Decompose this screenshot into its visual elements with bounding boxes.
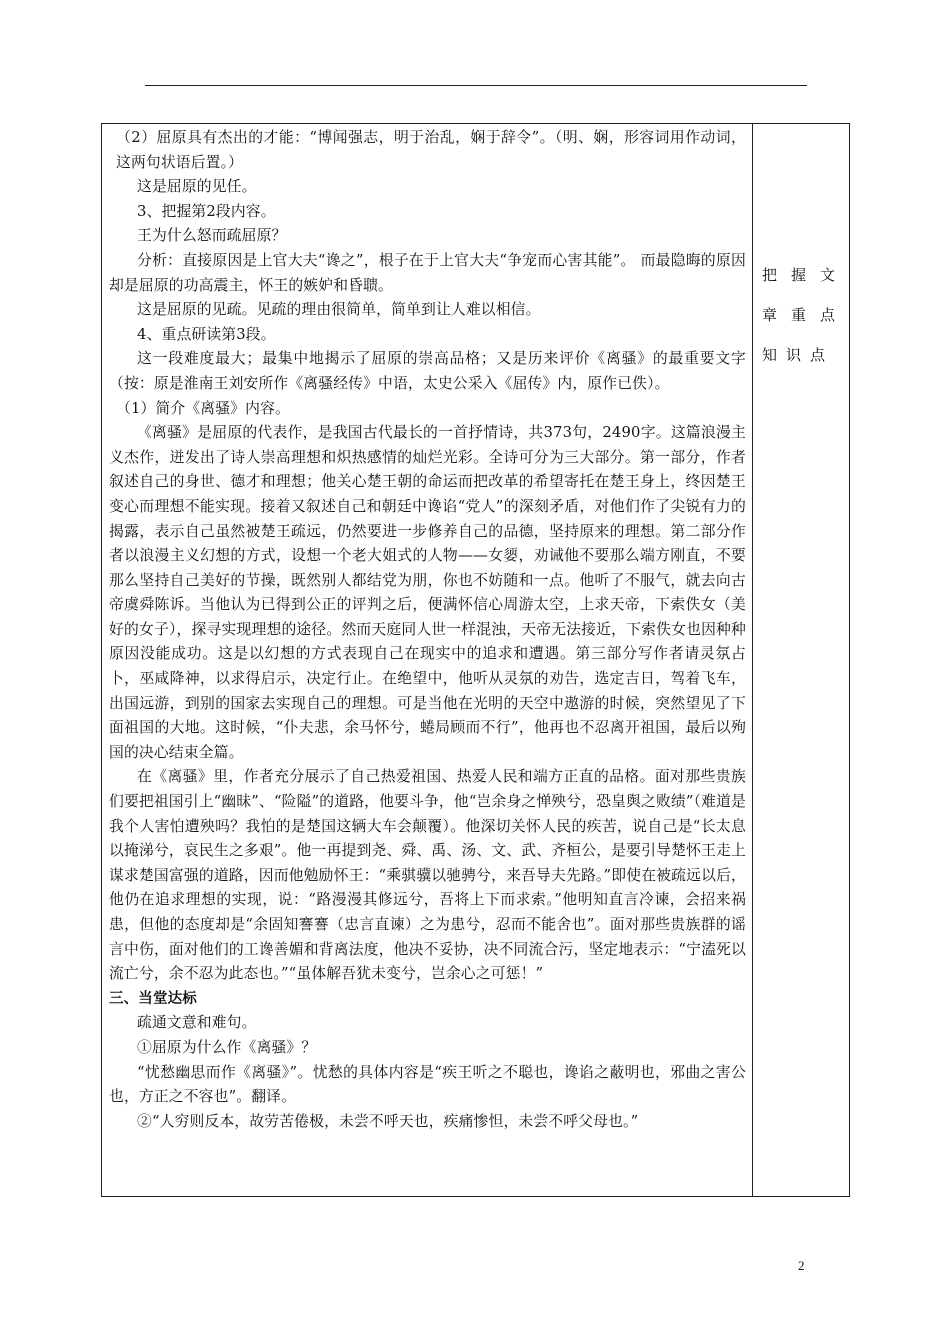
- section-heading: 三、当堂达标: [109, 990, 197, 1007]
- paragraph: 这是屈原的见疏。见疏的理由很简单，简单到让人难以相信。: [137, 301, 541, 319]
- header-rule: [145, 85, 807, 86]
- paragraph: 4、重点研读第3段。: [137, 325, 276, 343]
- column-divider: [752, 123, 753, 1197]
- paragraph: ②“人穷则反本，故劳苦倦极，未尝不呼天也，疾痛惨怛，未尝不呼父母也。”: [137, 1112, 639, 1130]
- paragraph: 疏通文意和难句。: [137, 1014, 257, 1032]
- paragraph: 王为什么怒而疏屈原？: [137, 227, 287, 245]
- page-number: 2: [798, 1258, 805, 1273]
- paragraph: 这是屈原的见任。: [137, 178, 257, 196]
- paragraph: 《离骚》是屈原的代表作，是我国古代最长的一首抒情诗，共373句，2490字。这篇浪漫主义杰作，迸发出了诗人崇高理想和炽热感情的灿烂光彩。全诗可分为三大部分。第一部分，作者叙述自己的身世、德才和理想；他关心楚王朝的命运而把改革的希望寄托在楚王身上，终因楚王变心而理想不能实现。接着又叙述自己和朝廷中谗谄“党人”的深刻矛盾，对他们作了尖锐有力的揭露，表示自己虽然被楚王疏远，仍然要进一步修养自己的品德，坚持原来的理想。第二部分作者以浪漫主义幻想的方式，设想一个老大姐式的人物——女媭，劝诫他不要那么端方刚直，不要那么坚持自己美好的节操，既然别人都结党为朋，你也不妨随和一点。他听了不服气，就去向古帝虞舜陈诉。当他认为已得到公正的评判之后，便满怀信心周游太空，上求天帝，下索佚女（美好的女子），探寻实现理想的途径。然而天庭同人世一样混浊，天帝无法接近，下索佚女也因种种原因没能成功。这是以幻想的方式表现自己在现实中的追求和遭遇。第三部分写作者请灵氛占卜，巫咸降神，以求得启示，决定行止。在绝望中，他听从灵氛的劝告，选定吉日，驾着飞车，出国远游，到别的国家去实现自己的理想。可是当他在光明的天空中遨游的时候，突然望见了下面祖国的大地。这时候，“仆夫悲，余马怀兮，蜷局顾而不行”，他再也不忍离开祖国，最后以殉国的决心结束全篇。: [109, 424, 746, 761]
- main-content-cell: [109, 126, 746, 1134]
- paragraph: （2）屈原具有杰出的才能：“博闻强志，明于治乱，娴于辞令”。（明、娴，形容词用作动词，这两句状语后置。）: [116, 129, 746, 171]
- paragraph: ①屈原为什么作《离骚》？: [137, 1038, 317, 1056]
- paragraph: 分析：直接原因是上官大夫“谗之”，根子在于上官大夫“争宠而心害其能”。 而最隐晦的原因却是屈原的功高震主，怀王的嫉妒和昏聩。: [109, 251, 746, 294]
- paragraph: “忧愁幽思而作《离骚》”。忧愁的具体内容是“疾王听之不聪也，谗谄之蔽明也，邪曲之害公也，方正之不容也”。翻译。: [109, 1063, 746, 1106]
- paragraph: 3、把握第2段内容。: [137, 202, 276, 220]
- paragraph: （1）简介《离骚》内容。: [116, 399, 290, 417]
- side-note: 把握文章重点知识点: [762, 266, 844, 364]
- paragraph: 在《离骚》里，作者充分展示了自己热爱祖国、热爱人民和端方正直的品格。面对那些贵族们要把祖国引上“幽昧”、“险隘”的道路，他要斗争，他“岂余身之惮殃兮，恐皇舆之败绩”（难道是我个人害怕遭殃吗？我怕的是楚国这辆大车会颠覆）。他深切关怀人民的疾苦，说自己是“长太息以掩涕兮，哀民生之多艰”。他一再提到尧、舜、禹、汤、文、武、齐桓公，是要引导楚怀王走上谋求楚国富强的道路，因而他勉励怀王：“乘骐骥以驰骋兮，来吾导夫先路。”即使在被疏远以后，他仍在追求理想的实现，说：“路漫漫其修远兮，吾将上下而求索。”他明知直言冷谏，会招来祸患，但他的态度却是“余固知謇謇（忠言直谏）之为患兮，忍而不能舍也”。面对那些贵族群的谣言中伤，面对他们的工谗善媚和背离法度，他决不妥协，决不同流合污，坚定地表示：“宁溘死以流亡兮，余不忍为此态也。”“虽体解吾犹未变兮，岂余心之可惩！”: [109, 768, 746, 983]
- paragraph: 这一段难度最大；最集中地揭示了屈原的崇高品格；又是历来评价《离骚》的最重要文字（按：原是淮南王刘安所作《离骚经传》中语，太史公采入《屈传》内，原作已佚）。: [109, 350, 746, 392]
